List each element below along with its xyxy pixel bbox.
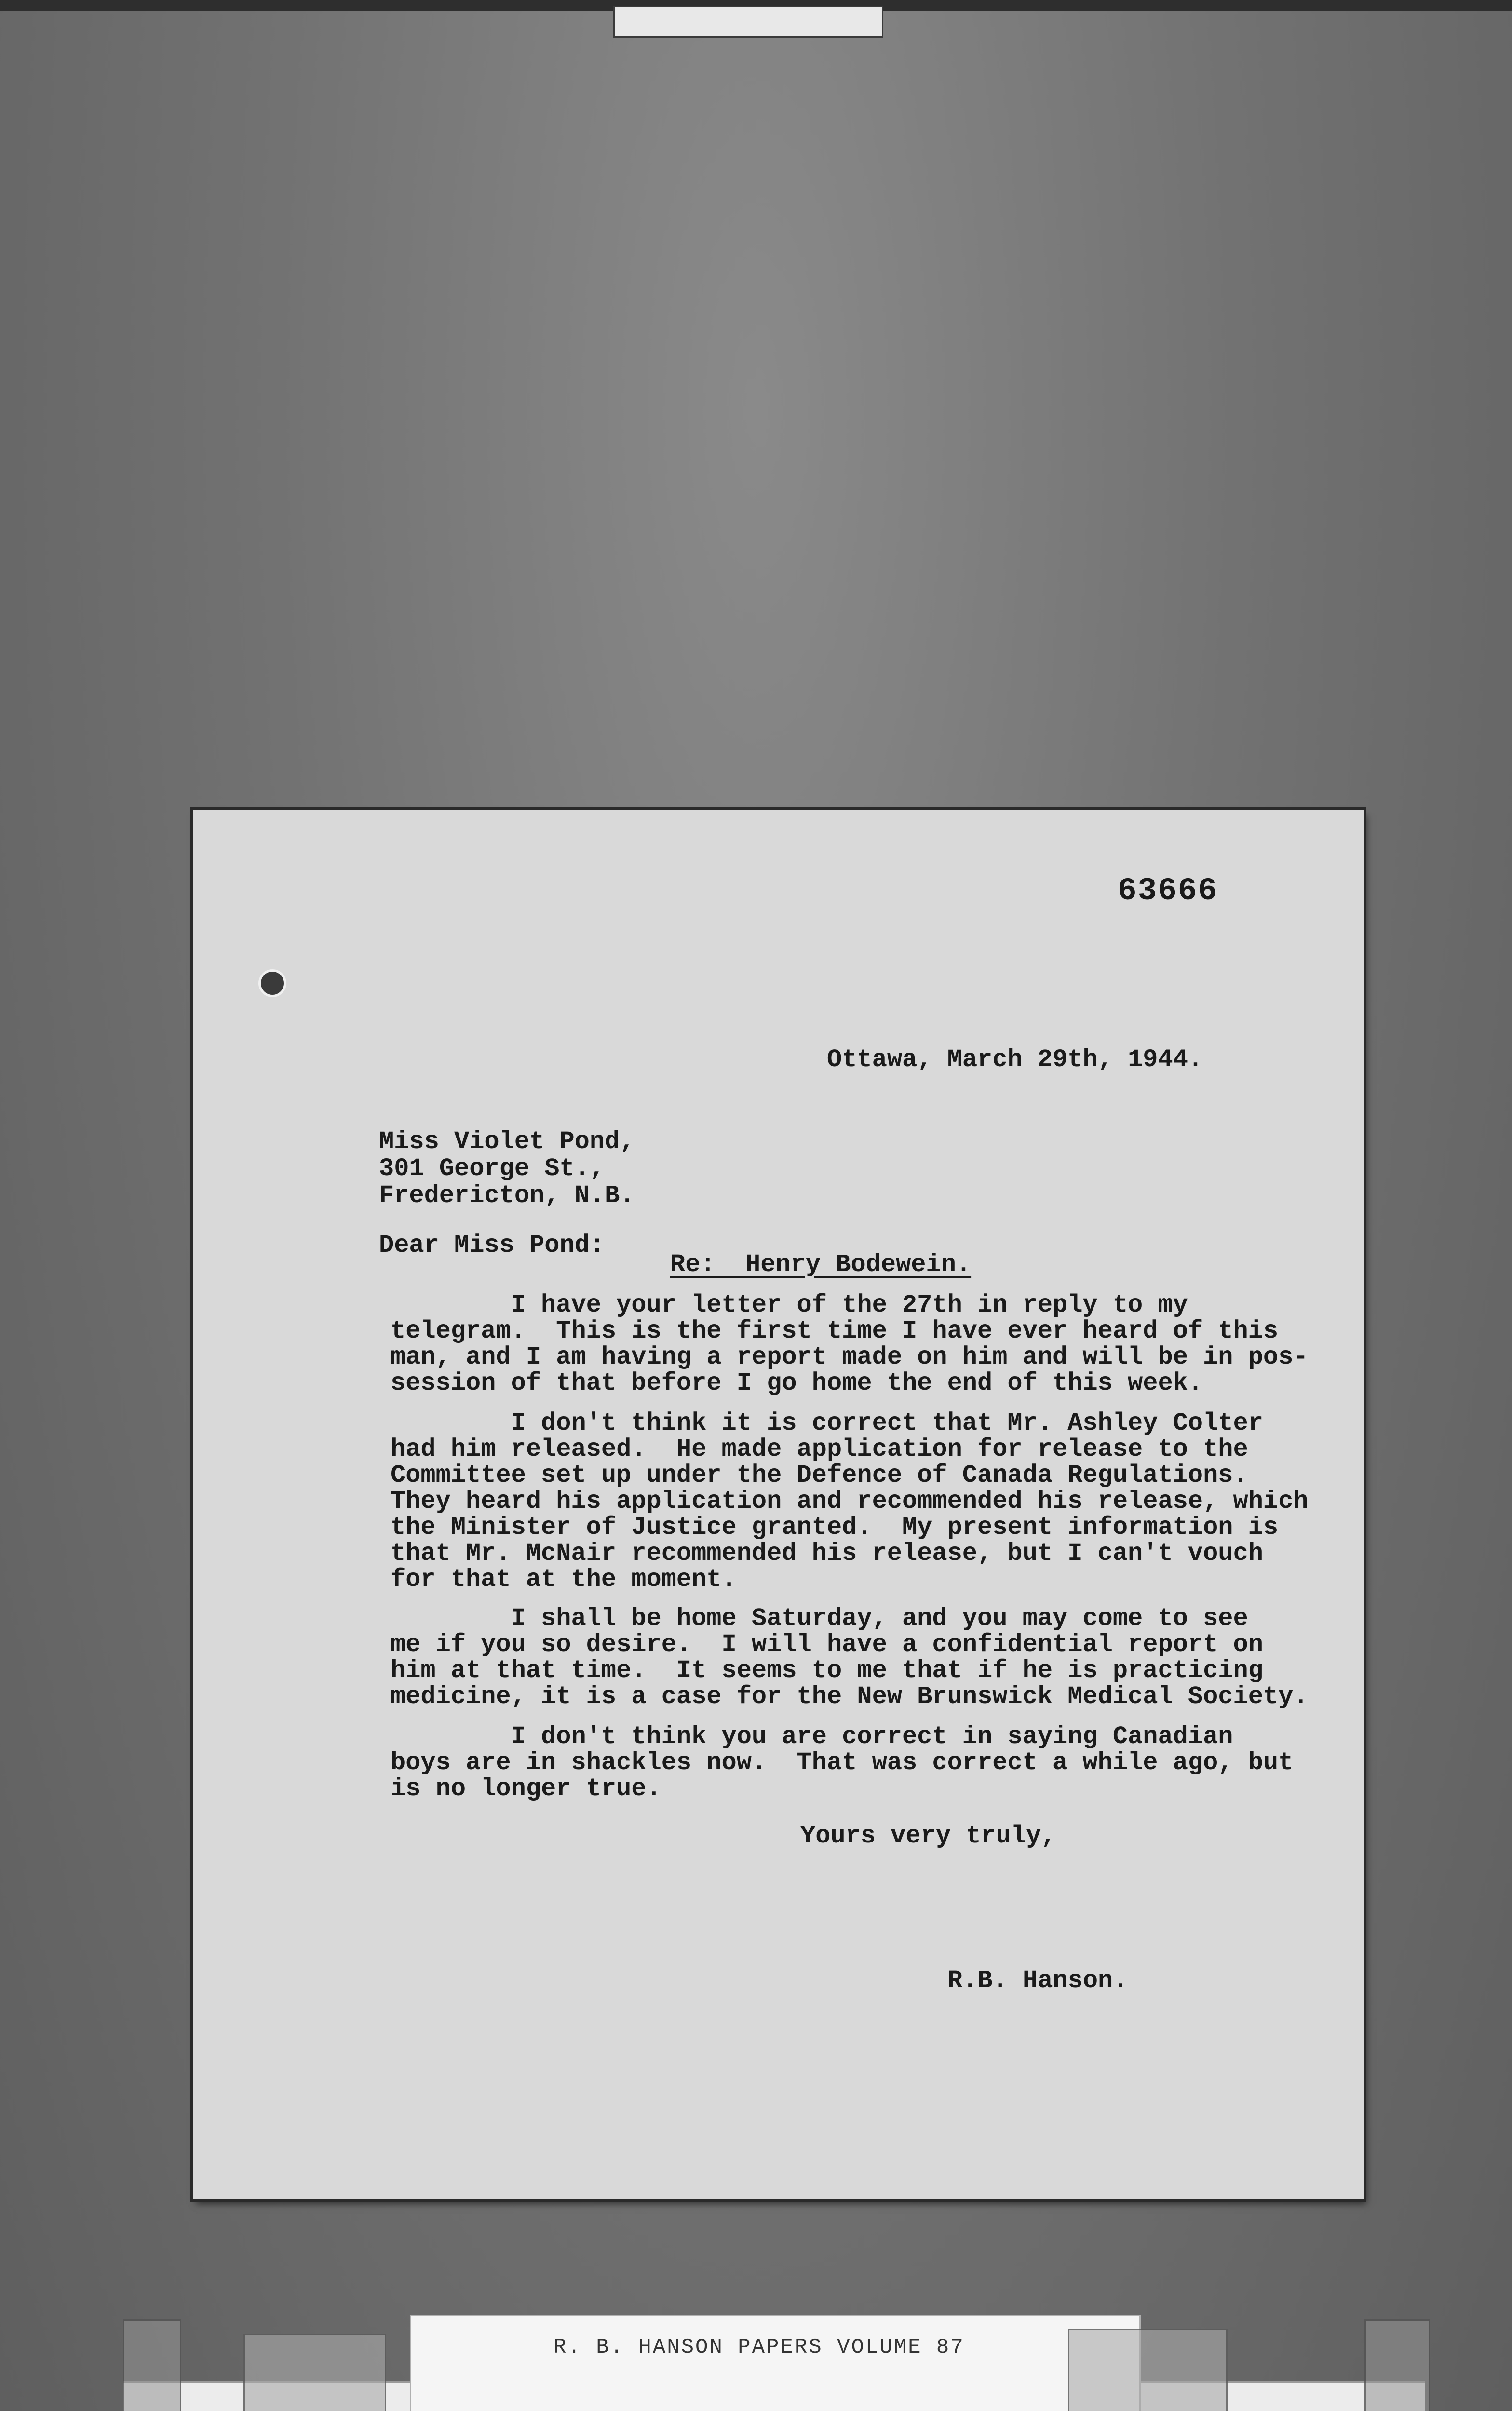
file-number: 63666: [1118, 873, 1218, 909]
letter-page: [193, 810, 1364, 2199]
paragraph-line: boys are in shackles now. That was correct a while ago, but: [391, 1748, 1294, 1777]
paragraph-3: [391, 1604, 1309, 1711]
tape-top-right: [1068, 2329, 1228, 2411]
paragraph-line: telegram. This is the first time I have ever heard of this: [391, 1317, 1279, 1345]
paragraph-1: [391, 1291, 1309, 1397]
paragraph-line: that Mr. McNair recommended his release, but I can't vouch: [391, 1539, 1263, 1568]
paragraph-2: [391, 1409, 1309, 1594]
paragraph-line: me if you so desire. I will have a confidential report on: [391, 1630, 1263, 1659]
paragraph-line: I don't think you are correct in saying Canadian: [391, 1722, 1233, 1751]
signature: R.B. Hanson.: [947, 1966, 1128, 1995]
paragraph-line: had him released. He made application for release to the: [391, 1435, 1248, 1463]
paragraph-line: They heard his application and recommended his release, which: [391, 1487, 1309, 1516]
paragraph-line: I have your letter of the 27th in reply to my: [391, 1291, 1188, 1319]
paragraph-4: [391, 1722, 1294, 1803]
tape-right: [1364, 2319, 1430, 2411]
paragraph-line: I shall be home Saturday, and you may come to see: [391, 1604, 1248, 1633]
subject-line: Re: Henry Bodewein.: [670, 1250, 972, 1279]
letter-date: Ottawa, March 29th, 1944.: [827, 1045, 1203, 1074]
volume-label: R. B. HANSON PAPERS VOLUME 87: [554, 2335, 965, 2359]
paragraph-line: session of that before I go home the end of this week.: [391, 1369, 1203, 1397]
punch-hole: [258, 969, 286, 997]
recipient-city: Fredericton, N.B.: [379, 1181, 635, 1210]
tape-left: [123, 2319, 181, 2411]
salutation: Dear Miss Pond:: [379, 1231, 605, 1260]
paragraph-line: Committee set up under the Defence of Canada Regulations.: [391, 1461, 1248, 1490]
paragraph-line: I don't think it is correct that Mr. Ashley Colter: [391, 1409, 1263, 1437]
tape-top-left: [243, 2334, 386, 2411]
recipient-name: Miss Violet Pond,: [379, 1127, 635, 1156]
volume-slip: [410, 2315, 1141, 2411]
archive-label: [123, 2315, 1425, 2411]
closing: Yours very truly,: [800, 1822, 1056, 1850]
paragraph-line: is no longer true.: [391, 1774, 662, 1803]
paragraph-line: for that at the moment.: [391, 1565, 737, 1594]
paragraph-line: the Minister of Justice granted. My present information is: [391, 1513, 1279, 1542]
paragraph-line: man, and I am having a report made on him and will be in pos-: [391, 1343, 1309, 1371]
paragraph-line: medicine, it is a case for the New Brunswick Medical Society.: [391, 1682, 1309, 1711]
recipient-street: 301 George St.,: [379, 1154, 605, 1183]
paragraph-line: him at that time. It seems to me that if he is practicing: [391, 1656, 1263, 1685]
folder-tab: [613, 6, 883, 38]
